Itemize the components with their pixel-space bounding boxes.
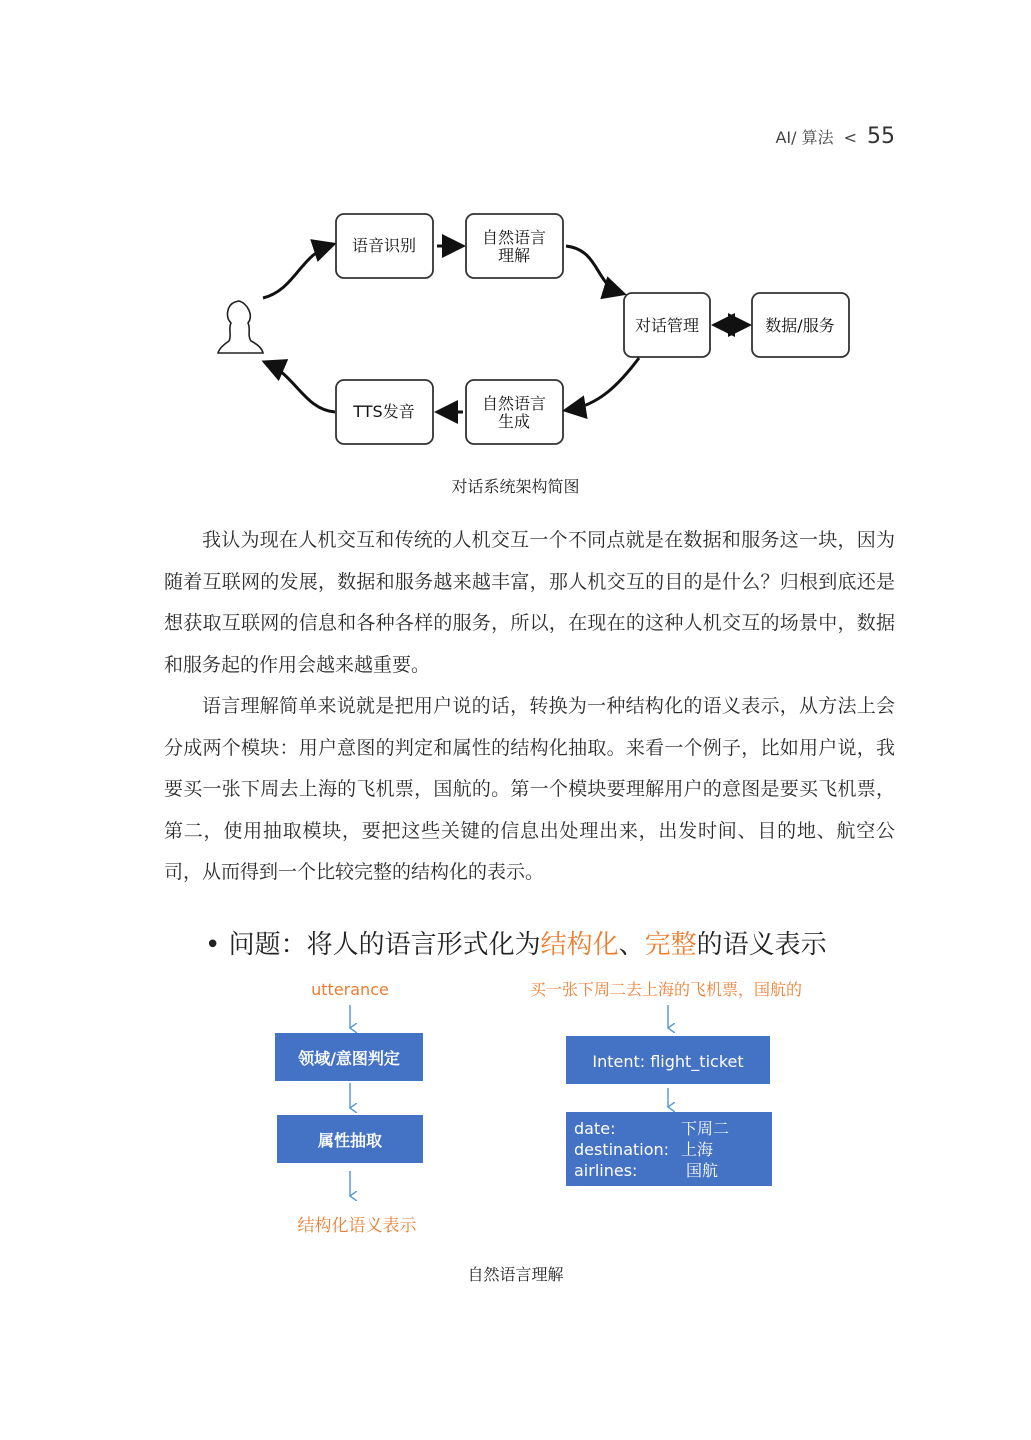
nlg-box xyxy=(466,380,563,444)
dialogue-architecture-diagram xyxy=(205,205,865,455)
utterance-label: utterance xyxy=(311,980,389,999)
paragraph-1: 我认为现在人机交互和传统的人机交互一个不同点就是在数据和服务这一块，因为随着互联网的发展，数据和服务越来越丰富，那人机交互的目的是什么？归根到底还是想获取互联网的信息和各种各样的服务，所以，在现在的这种人机交互的场景中，数据和服务起的作用会越来越重要。 xyxy=(164,529,895,676)
arrow-tts-to-user xyxy=(267,363,335,412)
section-title: AI/ 算法 xyxy=(775,128,834,147)
figure1-caption: 对话系统架构简图 xyxy=(451,477,580,496)
svg-text:destination:: destination: xyxy=(574,1140,670,1159)
svg-text:理解: 理解 xyxy=(497,246,531,265)
nlu-diagram xyxy=(200,915,870,1245)
header-separator: < xyxy=(843,128,857,147)
example-utterance-label: 买一张下周二去上海的飞机票，国航的 xyxy=(529,980,803,999)
svg-text:国航: 国航 xyxy=(686,1161,719,1180)
svg-text:生成: 生成 xyxy=(497,412,531,431)
svg-text:自然语言: 自然语言 xyxy=(481,394,547,413)
nlu-box xyxy=(466,214,563,278)
nlu-title: • 问题：将人的语言形式化为结构化、完整的语义表示 xyxy=(205,930,827,960)
structured-semantics-label: 结构化语义表示 xyxy=(297,1216,417,1236)
svg-text:date:: date: xyxy=(574,1119,616,1138)
svg-text:TTS发音: TTS发音 xyxy=(353,402,415,421)
data-service-box xyxy=(752,293,849,357)
arrow-user-to-asr xyxy=(263,245,331,298)
svg-text:属性抽取: 属性抽取 xyxy=(317,1131,383,1150)
svg-text:自然语言: 自然语言 xyxy=(481,228,547,247)
asr-box xyxy=(336,214,433,278)
svg-text:Intent: flight_ticket: Intent: flight_ticket xyxy=(592,1052,744,1071)
slots-result-box xyxy=(566,1112,772,1186)
arrow-nlu-to-dm xyxy=(566,246,621,293)
page-number: 55 xyxy=(867,124,895,149)
svg-text:数据/服务: 数据/服务 xyxy=(765,316,835,335)
dialogue-manager-box xyxy=(624,293,710,357)
tts-box xyxy=(336,380,433,444)
svg-text:下周二: 下周二 xyxy=(681,1119,730,1138)
paragraph-2: 语言理解简单来说就是把用户说的话，转换为一种结构化的语义表示，从方法上会分成两个模块：用户意图的判定和属性的结构化抽取。来看一个例子，比如用户说，我要买一张下周去上海的飞机票，国航的。第一个模块要理解用户的意图是要买飞机票，第二，使用抽取模块，要把这些关键的信息出处理出来，出发时间、目的地、航空公司，从而得到一个比较完整的结构化的表示。 xyxy=(164,695,895,883)
svg-text:语音识别: 语音识别 xyxy=(351,236,417,255)
arrow-dm-to-nlg xyxy=(568,358,639,410)
body-text xyxy=(164,520,895,894)
user-head-icon xyxy=(218,301,263,353)
figure2-caption: 自然语言理解 xyxy=(467,1265,564,1284)
svg-text:领域/意图判定: 领域/意图判定 xyxy=(298,1049,400,1068)
page-header xyxy=(775,124,895,149)
slot-extraction-box xyxy=(277,1115,423,1163)
intent-result-box xyxy=(566,1036,770,1084)
svg-text:上海: 上海 xyxy=(681,1140,714,1159)
svg-text:airlines:: airlines: xyxy=(574,1161,638,1180)
intent-judgement-box xyxy=(275,1033,423,1081)
svg-text:对话管理: 对话管理 xyxy=(634,316,700,335)
